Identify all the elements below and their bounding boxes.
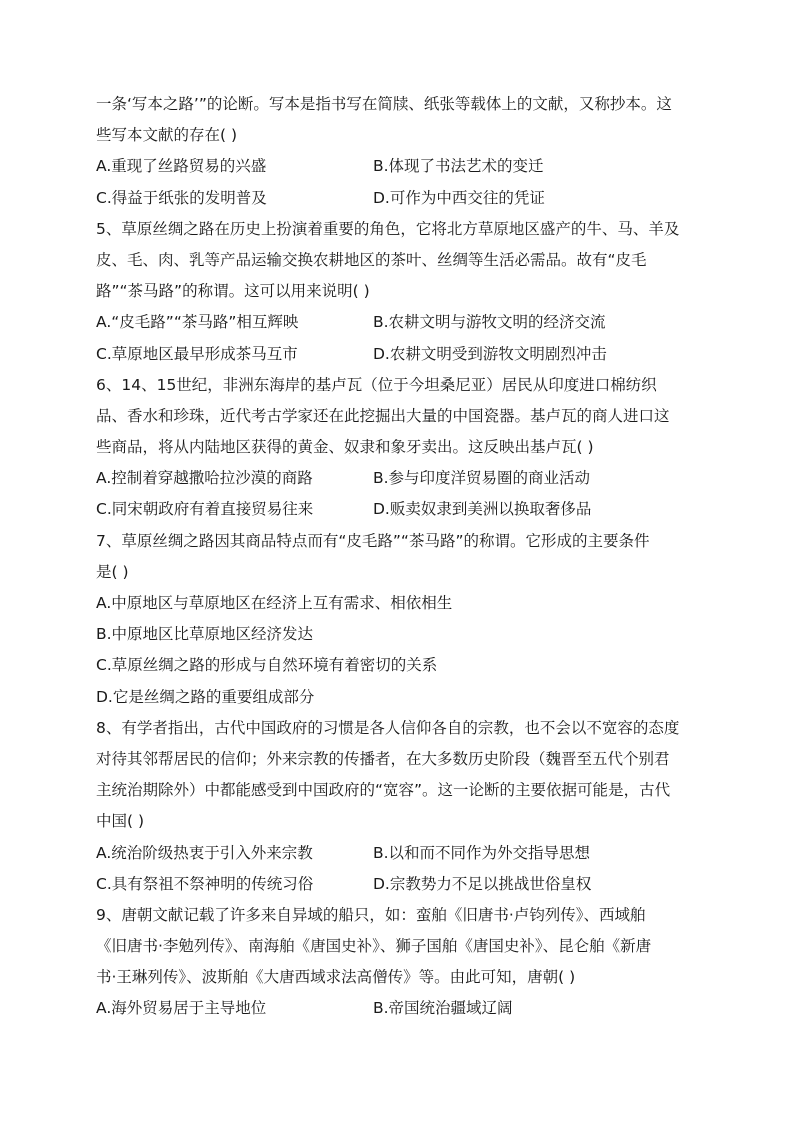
question-text-line: 是( ): [96, 562, 129, 581]
option-a: A.统治阶级热衷于引入外来宗教: [96, 843, 313, 862]
question-text-line: 一条‘写本之路’”的论断。写本是指书写在简牍、纸张等载体上的文献，又称抄本。这: [96, 95, 672, 113]
option-d: D.可作为中西交往的凭证: [373, 188, 545, 207]
option-row: [96, 307, 700, 338]
option-a: A.海外贸易居于主导地位: [96, 999, 267, 1018]
option-d: D.它是丝绸之路的重要组成部分: [96, 687, 315, 706]
question-text-line: 书·王琳列传》、波斯舶《大唐西域求法高僧传》等。由此可知，唐朝( ): [96, 968, 576, 987]
option-c: C.具有祭祖不祭神明的传统习俗: [96, 874, 314, 893]
question-text-line: 些商品，将从内陆地区获得的黄金、奴隶和象牙卖出。这反映出基卢瓦( ): [96, 438, 594, 457]
question-text-line: 6、14、15世纪，非洲东海岸的基卢瓦（位于今坦桑尼亚）居民从印度进口棉纺织: [96, 375, 657, 394]
option-b: B.中原地区比草原地区经济发达: [96, 625, 314, 644]
option-a: A.控制着穿越撒哈拉沙漠的商路: [96, 469, 313, 488]
option-row: [96, 463, 700, 494]
option-c: C.草原地区最早形成茶马互市: [96, 344, 298, 363]
option-c: C.草原丝绸之路的形成与自然环境有着密切的关系: [96, 656, 438, 675]
option-b: B.以和而不同作为外交指导思想: [373, 843, 591, 862]
question-text-line: 对待其邻帮居民的信仰；外来宗教的传播者，在大多数历史阶段（魏晋至五代个别君: [96, 749, 670, 768]
question-text-line: 些写本文献的存在( ): [96, 126, 238, 145]
option-a: A.“皮毛路”“茶马路”相互辉映: [96, 313, 299, 332]
option-c: C.同宋朝政府有着直接贸易往来: [96, 500, 314, 519]
option-row: [96, 838, 700, 869]
option-d: D.农耕文明受到游牧文明剧烈冲击: [373, 344, 607, 363]
option-b: B.体现了书法艺术的变迁: [373, 157, 544, 176]
option-d: D.宗教势力不足以挑战世俗皇权: [373, 874, 592, 893]
question-8: [96, 713, 700, 900]
question-text-line: 9、唐朝文献记载了许多来自异域的船只，如：蛮舶《旧唐书·卢钧列传》、西域舶: [96, 905, 646, 924]
exam-page: [96, 89, 700, 1025]
question-text-line: 7、草原丝绸之路因其商品特点而有“皮毛路”“茶马路”的称谓。它形成的主要条件: [96, 531, 650, 550]
question-text-line: 中国( ): [96, 812, 145, 831]
question-text-line: 《旧唐书·李勉列传》、南海舶《唐国史补》、狮子国舶《唐国史补》、昆仑舶《新唐: [96, 937, 652, 956]
question-9: [96, 900, 700, 1025]
option-a: A.中原地区与草原地区在经济上互有需求、相依相生: [96, 594, 453, 612]
question-6: [96, 370, 700, 526]
option-d: D.贩卖奴隶到美洲以换取奢侈品: [373, 500, 592, 519]
option-b: B.农耕文明与游牧文明的经济交流: [373, 313, 606, 332]
option-row: [96, 869, 700, 900]
question-text-line: 路”“茶马路”的称谓。这可以用来说明( ): [96, 282, 370, 301]
option-row: [96, 993, 700, 1024]
question-5: [96, 214, 700, 370]
question-text-line: 5、草原丝绸之路在历史上扮演着重要的角色，它将北方草原地区盛产的牛、马、羊及: [96, 219, 680, 238]
option-row: [96, 151, 700, 182]
question-text-line: 皮、毛、肉、乳等产品运输交换农耕地区的茶叶、丝绸等生活必需品。故有“皮毛: [96, 250, 647, 269]
question-4: [96, 89, 700, 214]
question-7: [96, 526, 700, 713]
option-a: A.重现了丝路贸易的兴盛: [96, 157, 267, 176]
option-b: B.参与印度洋贸易圈的商业活动: [373, 469, 591, 488]
option-row: [96, 494, 700, 525]
option-b: B.帝国统治疆域辽阔: [373, 999, 513, 1018]
question-text-line: 8、有学者指出，古代中国政府的习惯是各人信仰各自的宗教，也不会以不宽容的态度: [96, 718, 680, 737]
option-c: C.得益于纸张的发明普及: [96, 188, 267, 207]
question-text-line: 品、香水和珍珠，近代考古学家还在此挖掘出大量的中国瓷器。基卢瓦的商人进口这: [96, 406, 670, 425]
question-text-line: 主统治期除外）中都能感受到中国政府的“宽容”。这一论断的主要依据可能是，古代: [96, 781, 671, 800]
option-row: [96, 183, 700, 214]
option-row: [96, 339, 700, 370]
